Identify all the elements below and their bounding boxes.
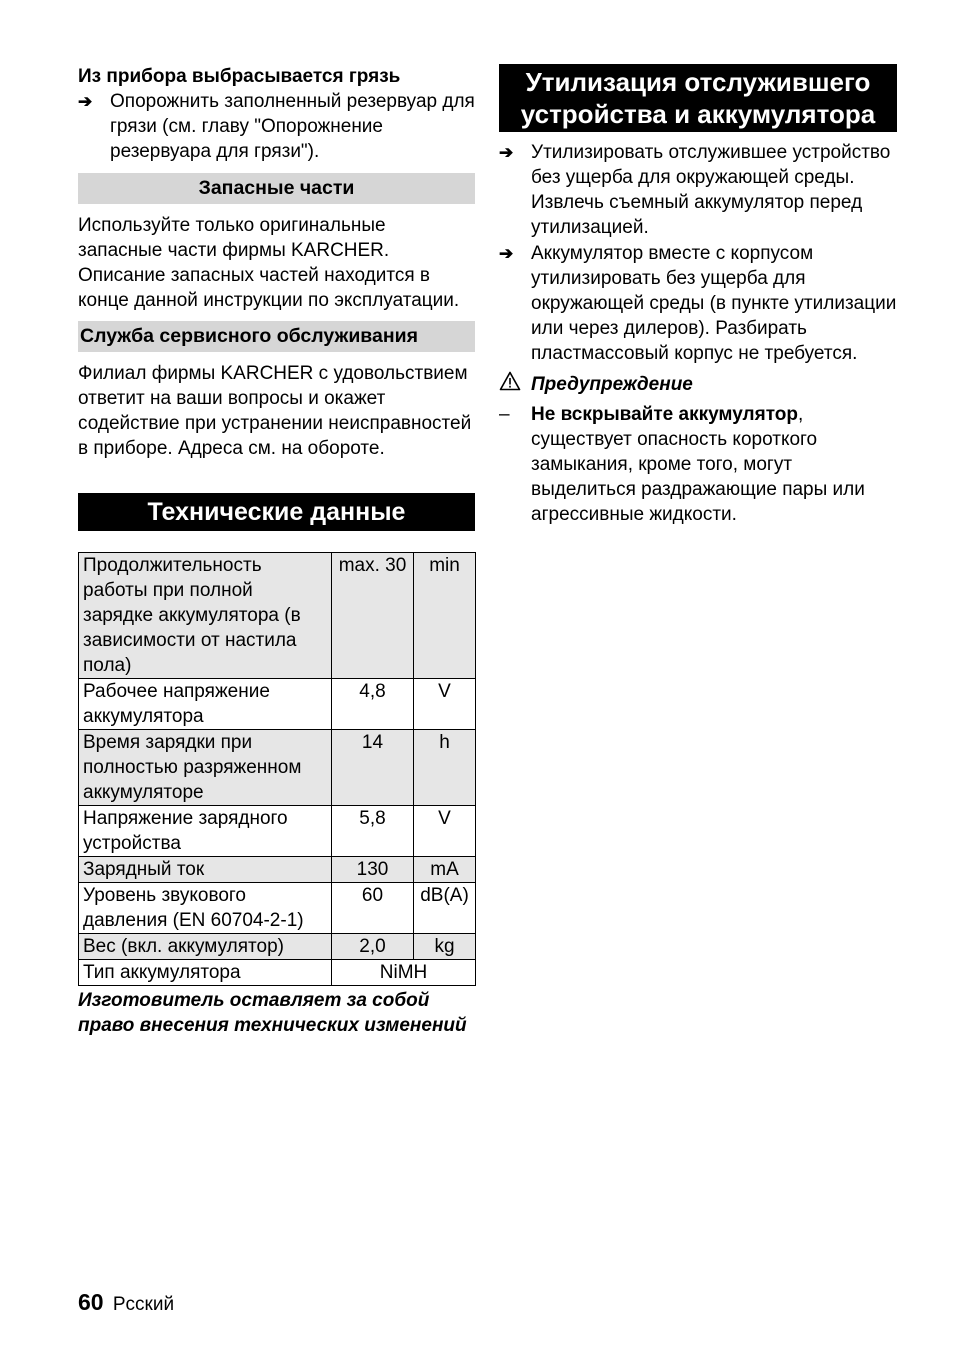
manufacturer-note: Изготовитель оставляет за собой право внесения технических изменений: [78, 990, 467, 1036]
dirt-instruction-text: Опорожнить заполненный резервуар для грязи (см. главу "Опорожнение резервуара для грязи").: [110, 91, 475, 162]
right-column: [499, 64, 897, 527]
row-unit: mA: [414, 857, 476, 883]
tech-data-table: [78, 552, 476, 986]
table-row: [79, 857, 476, 883]
row-value: 4,8: [332, 679, 414, 730]
table-row: [79, 806, 476, 857]
warning-rest-text: , существует опасность короткого замыкания, кроме того, могут выделиться раздражающие пары или агрессивные жидкости.: [531, 404, 865, 525]
row-label: Время зарядки при полностью разряженном аккумуляторе: [79, 730, 332, 806]
row-label: Продолжительность работы при полной зарядке аккумулятора (в зависимости от настила пола): [79, 553, 332, 679]
row-value: 5,8: [332, 806, 414, 857]
row-unit: V: [414, 806, 476, 857]
table-row: [79, 960, 476, 986]
row-unit: dB(A): [414, 883, 476, 934]
row-unit: h: [414, 730, 476, 806]
table-row: [79, 730, 476, 806]
warning-text: [531, 402, 897, 527]
table-row: [79, 679, 476, 730]
disposal-item-text: Утилизировать отслужившее устройство без ущерба для окружающей среды. Извлечь съемный аккумулятор перед утилизацией.: [531, 142, 891, 238]
disposal-title: Утилизация отслужившего устройства и аккумулятора: [499, 64, 897, 132]
footer-language: Рсский: [112, 1294, 175, 1315]
row-value: 14: [332, 730, 414, 806]
table-row: [79, 553, 476, 679]
dirt-heading: Из прибора выбрасывается грязь: [78, 66, 401, 87]
row-label: Напряжение зарядного устройства: [79, 806, 332, 857]
table-row: [79, 883, 476, 934]
dash-bullet: –: [499, 404, 510, 425]
page-footer: [78, 1290, 174, 1317]
row-unit: V: [414, 679, 476, 730]
disposal-item: [499, 140, 897, 240]
row-value: NiMH: [332, 960, 476, 986]
row-label: Рабочее напряжение аккумулятора: [79, 679, 332, 730]
warning-bold-text: Не вскрывайте аккумулятор: [531, 404, 798, 425]
page-number: 60: [78, 1289, 104, 1315]
arrow-right-icon: ➔: [499, 244, 514, 263]
row-value: 60: [332, 883, 414, 934]
disposal-item: [499, 241, 897, 366]
table-row: [79, 934, 476, 960]
spare-parts-text: Используйте только оригинальные запасные части фирмы KARCHER. Описание запасных частей находится в конце данной инструкции по эксплуатации.: [78, 215, 460, 311]
row-label: Зарядный ток: [79, 857, 332, 883]
row-value: 130: [332, 857, 414, 883]
left-column: [78, 64, 475, 1038]
row-label: Уровень звукового давления (EN 60704-2-1): [79, 883, 332, 934]
row-label: Тип аккумулятора: [79, 960, 332, 986]
tech-data-title: Технические данные: [78, 493, 475, 531]
dirt-instruction-item: [78, 89, 475, 164]
row-label: Вес (вкл. аккумулятор): [79, 934, 332, 960]
disposal-item-text: Аккумулятор вместе с корпусом утилизировать без ущерба для окружающей среды (в пункте утилизации или через дилеров). Разбирать пластмассовый корпус не требуется.: [531, 243, 897, 364]
spare-parts-title: Запасные части: [78, 173, 475, 204]
warning-triangle-icon: [499, 371, 531, 398]
row-value: 2,0: [332, 934, 414, 960]
arrow-right-icon: ➔: [499, 143, 514, 162]
warning-heading: [499, 371, 897, 398]
arrow-right-icon: ➔: [78, 92, 93, 111]
row-unit: min: [414, 553, 476, 679]
warning-label: Предупреждение: [531, 374, 693, 395]
warning-item: [499, 402, 897, 527]
service-text: Филиал фирмы KARCHER с удовольствием ответит на ваши вопросы и окажет содействие при устранении неисправностей в приборе. Адреса см. на обороте.: [78, 363, 472, 459]
service-title: Служба сервисного обслуживания: [78, 321, 475, 352]
row-unit: kg: [414, 934, 476, 960]
row-value: max. 30: [332, 553, 414, 679]
